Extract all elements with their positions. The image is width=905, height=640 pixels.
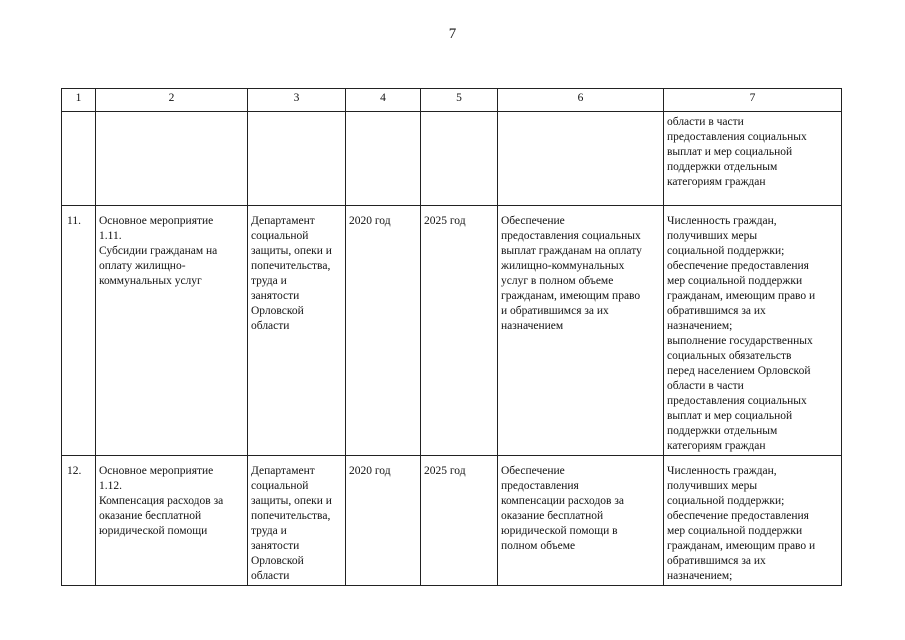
table-row bbox=[62, 456, 842, 586]
start-year-cell: 2020 год bbox=[346, 456, 421, 586]
table-header-row bbox=[62, 89, 842, 112]
column-number-3: 3 bbox=[248, 89, 346, 112]
indicators-cell: Численность граждан, получивших меры социальной поддержки; обеспечение предоставления мер социальной поддержки гражданам, имеющим право и обратившимся за их назначением; bbox=[664, 456, 842, 586]
result-cell: Обеспечение предоставления социальных выплат гражданам на оплату жилищно-коммунальных услуг в полном объеме гражданам, имеющим право и обратившимся за их назначением bbox=[498, 206, 664, 456]
page-number: 7 bbox=[448, 26, 457, 42]
table-row-continuation bbox=[62, 112, 842, 206]
table-cell bbox=[498, 112, 664, 206]
column-number-5: 5 bbox=[421, 89, 498, 112]
table-cell bbox=[346, 112, 421, 206]
table-cell bbox=[248, 112, 346, 206]
executor-cell: Департамент социальной защиты, опеки и попечительства, труда и занятости Орловской области bbox=[248, 206, 346, 456]
table-cell bbox=[96, 112, 248, 206]
column-number-7: 7 bbox=[664, 89, 842, 112]
table-cell bbox=[62, 112, 96, 206]
row-number: 11. bbox=[62, 206, 96, 456]
table-row bbox=[62, 206, 842, 456]
table-cell bbox=[421, 112, 498, 206]
end-year-cell: 2025 год bbox=[421, 456, 498, 586]
end-year-cell: 2025 год bbox=[421, 206, 498, 456]
measure-cell: Основное мероприятие 1.12. Компенсация расходов за оказание бесплатной юридической помощи bbox=[96, 456, 248, 586]
executor-cell: Департамент социальной защиты, опеки и попечительства, труда и занятости Орловской области bbox=[248, 456, 346, 586]
column-number-2: 2 bbox=[96, 89, 248, 112]
result-cell: Обеспечение предоставления компенсации расходов за оказание бесплатной юридической помощи в полном объеме bbox=[498, 456, 664, 586]
indicators-cell: области в части предоставления социальных выплат и мер социальной поддержки отдельным категориям граждан bbox=[664, 112, 842, 206]
program-table bbox=[61, 88, 842, 586]
measure-cell: Основное мероприятие 1.11. Субсидии гражданам на оплату жилищно- коммунальных услуг bbox=[96, 206, 248, 456]
column-number-4: 4 bbox=[346, 89, 421, 112]
indicators-cell: Численность граждан, получивших меры социальной поддержки; обеспечение предоставления мер социальной поддержки гражданам, имеющим право и обратившимся за их назначением; выполнение государственных социальных обязательств перед населением Орловской области в части предоставления социальных выплат и мер социальной поддержки отдельным категориям граждан bbox=[664, 206, 842, 456]
column-number-1: 1 bbox=[62, 89, 96, 112]
column-number-6: 6 bbox=[498, 89, 664, 112]
row-number: 12. bbox=[62, 456, 96, 586]
start-year-cell: 2020 год bbox=[346, 206, 421, 456]
